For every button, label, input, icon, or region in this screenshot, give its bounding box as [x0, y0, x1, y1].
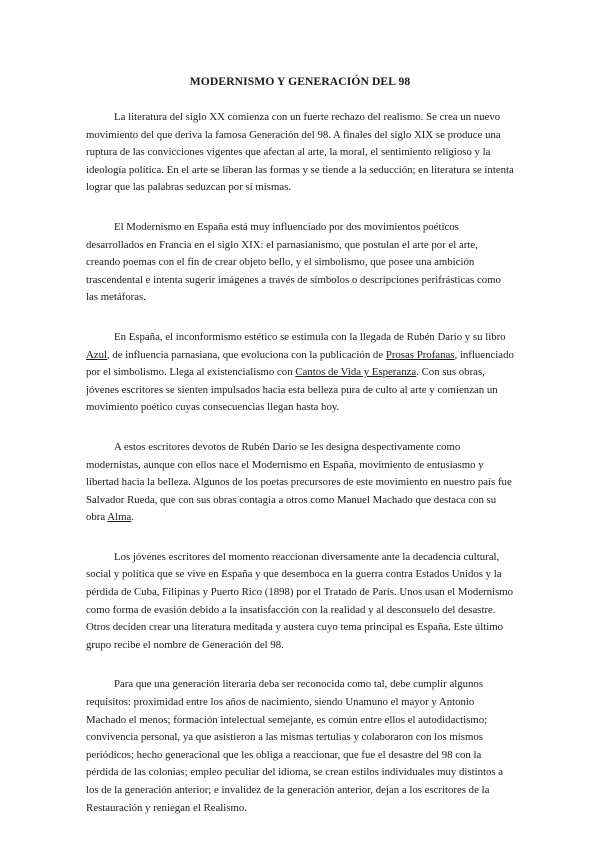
paragraph-generacion-98: Los jóvenes escritores del momento reaccionan diversamente ante la decadencia cultural, social y política que se vive en España y que desemboca en la guerra contra Estados Unidos y la pérdida de Cuba, Filipinas y Puerto Rico (1898) por el Tratado de París. Unos usan el Modernismo como forma de evasión debido a la insatisfacción con la realidad y al desconsuelo del desastre. Otros deciden crear una literatura meditada y austera cuyo tema principal es España. Este último grupo recibe el nombre de Generación del 98. [86, 550, 514, 651]
paragraph-text: , influenciado por el simbolismo. Llega al existencialismo con [86, 348, 514, 379]
paragraph-ruben-dario [86, 329, 514, 417]
paragraph-modernistas [86, 439, 514, 527]
paragraph-text: En España, el inconformismo estético se estimula con la llegada de Rubén Darío y su libro [114, 330, 506, 343]
book-title-prosas-profanas: Prosas Profanas [385, 348, 455, 361]
paragraph-text: . [131, 511, 134, 524]
book-title-alma: Alma [107, 511, 132, 524]
paragraph-modernismo-influences: El Modernismo en España está muy influenciado por dos movimientos poéticos desarrollados en Francia en el siglo XIX: el parnasianismo, que postulan el arte por el arte, creando poemas con el fin de crear objeto bello, y el simbolismo, que posee una ambición trascendental e intenta sugerir imágenes a través de símbolos o descripciones perifrásticas como las metáforas. [86, 220, 501, 304]
paragraph-text: A estos escritores devotos de Rubén Darío se les designa despectivamente como modernistas, aunque con ellos nace el Modernismo en España, movimiento de entusiasmo y libertad hacia la belleza. Algunos de los poetas precursores de este movimiento en nuestro país fue Salvador Rueda, que con sus obras contagia a otros como Manuel Machado que destaca con su obra [86, 440, 512, 524]
document-title: MODERNISMO Y GENERACIÓN DEL 98 [189, 75, 411, 88]
paragraph-requisitos: Para que una generación literaria deba ser reconocida como tal, debe cumplir algunos requisitos: proximidad entre los años de nacimiento, siendo Unamuno el mayor y Antonio Machado el menos; formación intelectual semejante, es común entre ellos el autodidactismo; convivencia personal, ya que asistieron a las mismas tertulias y colaboraron con los mismos periódicos; hecho generacional que les obliga a reaccionar, que fue el desastre del 98 con la pérdida de las colonias; empleo peculiar del idioma, se crean estilos individuales muy distintos a los de la generación anterior; e invalidez de la generación anterior, dejan a los escritores de la Restauración y reniegan el Realismo. [86, 678, 504, 814]
paragraph-intro: La literatura del siglo XX comienza con un fuerte rechazo del realismo. Se crea un nuevo movimiento del que deriva la famosa Generación del 98. A finales del siglo XIX se produce una ruptura de las convicciones vigentes que afectan al arte, la moral, el sentimiento religioso y la ideología política. En el arte se liberan las formas y se tiende a la seducción; en literatura se intenta lograr que las palabras seduzcan por sí mismas. [86, 111, 514, 194]
paragraph-text: , de influencia parnasiana, que evoluciona con la publicación de [107, 348, 386, 361]
book-title-cantos-de-vida: Cantos de Vida y Esperanza [295, 366, 417, 379]
paragraph-text: . Con sus obras, jóvenes escritores se sienten impulsados hacia esta belleza pura de culto al arte y comienzan un movimiento poético cuyas consecuencias llegan hasta hoy. [86, 366, 498, 414]
book-title-azul: Azul [86, 348, 107, 361]
